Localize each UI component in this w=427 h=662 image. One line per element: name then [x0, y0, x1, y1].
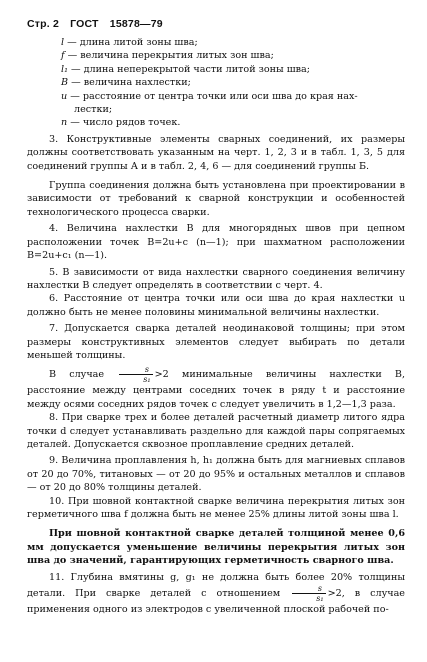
clause-11: 11. Глубина вмятины g, g₁ не должна быть более 20% толщины детали. При сварке деталей с отношением $\frac{s}{\text{s₁}}$ >2, в случае применения одного из электродов с увеличенной плоской рабочей по- — [27, 571, 405, 616]
definition-item-continuation: лестки; — [74, 104, 113, 116]
definition-item: u — расстояние от центра точки или оси шва до края нах- — [61, 90, 358, 102]
clause-9: 9. Величина проплавления h, h₁ должна быть для магниевых сплавов от 20 до 70%, титановых — от 20 до 95% и остальных металлов и сплавов — от 20 до 80% толщины деталей. — [27, 455, 405, 494]
clause-4: 4. Величина нахлестки B для многорядных швов при цепном расположении точек B=2u+c (n—1); при шахматном расположении B=2u+c₁ (n—1). — [27, 223, 405, 262]
clause-10: 10. При шовной контактной сварке величина перекрытия литых зон герметичного шва f должна быть не менее 25% длины литой зоны шва l. — [27, 495, 405, 520]
clause-7: 7. Допускается сварка деталей неодинаковой толщины; при этом размеры конструктивных элементов следует выбирать по детали меньшей толщины. — [27, 323, 405, 361]
page-label: Стр. 2 — [27, 18, 60, 30]
definition-item: B — величина нахлестки; — [61, 77, 191, 89]
definition-item: l — длина литой зоны шва; — [61, 37, 198, 48]
clause-3: 3. Конструктивные элементы сварных соединений, их размеры должны соответствовать указанным на черт. 1, 2, 3 и в табл. 1, 3, 5 для соединений группы А и в табл. 2, 4, 6 — для соединений группы Б. — [27, 133, 405, 172]
clause-7-ratio: В случае $\frac{s}{\text{s₁}}$ >2 минимальные величины нахлестки B, расстояние между центрами соседних точек в ряду t и расстояние между осями соседних рядов точек c следует увеличить в 1,2—1,3 раза. — [27, 365, 406, 410]
clause-8: 8. При сварке трех и более деталей расчетный диаметр литого ядра точки d следует устанавливать раздельно для каждой пары сопрягаемых деталей. Допускается сквозное проплавление средних деталей. — [27, 412, 405, 450]
ratio-fraction: $\frac{s}{\text{s₁}}$ — [292, 584, 325, 603]
ratio-fraction: $\frac{s}{\text{s₁}}$ — [119, 365, 152, 384]
clause-10-note: При шовной контактной сварке деталей толщиной менее 0,6 мм допускается уменьшение величины перекрытия литых зон шва до значений, гарантирующих герметичность сварного шва. — [27, 528, 405, 567]
clause-3-group: Группа соединения должна быть установлена при проектировании в зависимости от требований к сварной конструкции и особенностей технологического процесса сварки. — [27, 180, 405, 218]
definition-item: n — число рядов точек. — [61, 117, 181, 129]
definition-item: l₁ — длина неперекрытой части литой зоны шва; — [61, 63, 311, 75]
document-body — [27, 36, 405, 616]
standard-number: 15878—79 — [109, 18, 163, 30]
standard-label: ГОСТ — [70, 18, 99, 30]
clause-5: 5. В зависимости от вида нахлестки сварного соединения величину нахлестки B следует определять в соответствии с черт. 4. — [27, 266, 405, 291]
page-header — [27, 18, 163, 30]
clause-6: 6. Расстояние от центра точки или оси шва до края нахлестки u должно быть не менее половины минимальной величины нахлестки. — [27, 293, 405, 318]
definition-item: f — величина перекрытия литых зон шва; — [61, 50, 274, 62]
